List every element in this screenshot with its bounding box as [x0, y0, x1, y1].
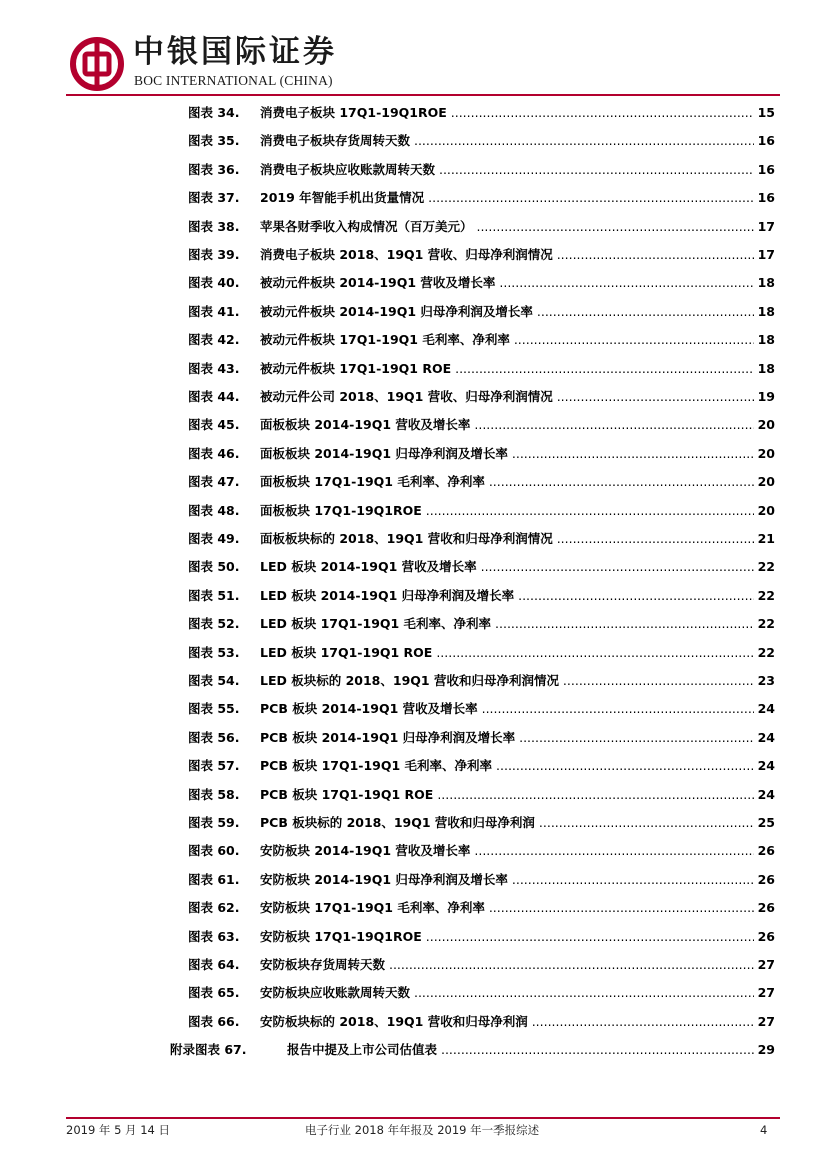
toc-entry[interactable]	[0, 216, 827, 238]
toc-entry[interactable]	[0, 613, 827, 635]
footer-divider	[66, 1117, 780, 1119]
appendix-entry[interactable]	[0, 1039, 827, 1061]
toc-entry[interactable]	[0, 386, 827, 408]
toc-entry[interactable]	[0, 130, 827, 152]
figure-title: 安防板块 2014-19Q1 归母净利润及增长率 .....	[260, 869, 754, 891]
figure-title: 被动元件板块 17Q1-19Q1 ROE .....	[260, 358, 754, 380]
toc-entry[interactable]	[0, 982, 827, 1004]
toc-entry[interactable]	[0, 727, 827, 749]
figure-page-number: 22	[756, 585, 775, 607]
figure-page-number: 26	[756, 897, 775, 919]
figure-title: LED 板块 2014-19Q1 营收及增长率 .....	[260, 556, 754, 578]
toc-entry[interactable]	[0, 869, 827, 891]
brand-name-cn: 中银国际证券	[133, 34, 337, 70]
toc-entry[interactable]	[0, 1011, 827, 1033]
figure-label: 图表 53.	[188, 644, 240, 660]
figure-title: 消费电子板块存货周转天数 .....	[260, 130, 754, 152]
figure-label: 图表 38.	[188, 218, 240, 234]
figure-label: 图表 55.	[188, 701, 240, 717]
report-date: 2019 年 5 月 14 日	[66, 1123, 170, 1137]
page-number: 4	[760, 1123, 768, 1137]
figure-page-number: 20	[756, 471, 775, 493]
figure-title: 面板板块 2014-19Q1 营收及增长率 .....	[260, 414, 754, 436]
figure-label: 图表 65.	[188, 985, 240, 1001]
figure-title: PCB 板块 17Q1-19Q1 ROE .....	[260, 784, 754, 806]
toc-entry[interactable]	[0, 528, 827, 550]
figure-page-number: 22	[756, 556, 775, 578]
figure-label: 图表 51.	[188, 587, 240, 603]
figure-label: 图表 35.	[188, 133, 240, 149]
figure-title: 消费电子板块应收账款周转天数 .....	[260, 159, 754, 181]
toc-entry[interactable]	[0, 698, 827, 720]
figure-title: 面板板块 17Q1-19Q1ROE .....	[260, 500, 754, 522]
toc-entry[interactable]	[0, 272, 827, 294]
header-divider	[66, 94, 780, 96]
figure-page-number: 16	[756, 130, 775, 152]
toc-entry[interactable]	[0, 500, 827, 522]
figure-title: 被动元件板块 2014-19Q1 营收及增长率 .....	[260, 272, 754, 294]
figure-label: 图表 45.	[188, 417, 240, 433]
figure-title: PCB 板块 2014-19Q1 营收及增长率 .....	[260, 698, 754, 720]
figure-title: 2019 年智能手机出货量情况 .....	[260, 187, 754, 209]
figure-page-number: 17	[756, 216, 775, 238]
figure-page-number: 18	[756, 329, 775, 351]
figure-page-number: 26	[756, 869, 775, 891]
figure-title: 面板板块 17Q1-19Q1 毛利率、净利率 .....	[260, 471, 754, 493]
figure-label: 图表 63.	[188, 928, 240, 944]
figure-label: 图表 46.	[188, 445, 240, 461]
toc-entry[interactable]	[0, 897, 827, 919]
figure-page-number: 24	[756, 755, 775, 777]
figure-title: 消费电子板块 17Q1-19Q1ROE .....	[260, 102, 754, 124]
toc-entry[interactable]	[0, 784, 827, 806]
figure-page-number: 18	[756, 301, 775, 323]
figure-label: 图表 57.	[188, 758, 240, 774]
figure-page-number: 16	[756, 159, 775, 181]
figure-label: 图表 58.	[188, 786, 240, 802]
page-header	[0, 0, 827, 96]
figure-label: 图表 50.	[188, 559, 240, 575]
figure-label: 图表 60.	[188, 843, 240, 859]
figure-title: 苹果各财季收入构成情况（百万美元） .....	[260, 216, 754, 238]
figure-label: 图表 36.	[188, 161, 240, 177]
figure-page-number: 24	[756, 698, 775, 720]
figure-page-number: 23	[756, 670, 775, 692]
figure-title: 安防板块存货周转天数 .....	[260, 954, 754, 976]
figure-page-number: 24	[756, 727, 775, 749]
figure-page-number: 17	[756, 244, 775, 266]
toc-entry[interactable]	[0, 159, 827, 181]
figure-label: 图表 39.	[188, 247, 240, 262]
figure-page-number: 27	[756, 982, 775, 1004]
figure-title: 报告中提及上市公司估值表 .....	[287, 1039, 754, 1061]
toc-entry[interactable]	[0, 954, 827, 976]
figure-label: 图表 41.	[188, 303, 240, 319]
toc-entry[interactable]	[0, 443, 827, 465]
figure-label: 图表 62.	[188, 900, 240, 916]
figure-title: PCB 板块 2014-19Q1 归母净利润及增长率 .....	[260, 727, 754, 749]
toc-entry[interactable]	[0, 301, 827, 323]
toc-entry[interactable]	[0, 358, 827, 380]
brand-name-en: BOC INTERNATIONAL (CHINA)	[134, 73, 333, 88]
toc-entry[interactable]	[0, 102, 827, 124]
figure-page-number: 21	[756, 528, 775, 550]
figure-title: PCB 板块标的 2018、19Q1 营收和归母净利润 .....	[260, 812, 754, 834]
figure-page-number: 29	[756, 1039, 775, 1061]
figure-page-number: 19	[756, 386, 775, 408]
toc-entry[interactable]	[0, 244, 827, 266]
toc-entry[interactable]	[0, 840, 827, 862]
figure-label: 图表 56.	[188, 729, 240, 745]
toc-entry[interactable]	[0, 329, 827, 351]
figure-page-number: 20	[756, 500, 775, 522]
figure-page-number: 24	[756, 784, 775, 806]
figure-page-number: 20	[756, 443, 775, 465]
figure-title: 面板板块标的 2018、19Q1 营收和归母净利润情况 .....	[260, 528, 754, 550]
figure-label: 图表 52.	[188, 616, 240, 632]
figure-title: LED 板块 17Q1-19Q1 ROE .....	[260, 642, 754, 664]
figure-label: 图表 40.	[188, 275, 240, 291]
figure-title: LED 板块 2014-19Q1 归母净利润及增长率 .....	[260, 585, 754, 607]
figure-title: LED 板块标的 2018、19Q1 营收和归母净利润情况 .....	[260, 670, 754, 692]
figure-label: 图表 64.	[188, 957, 240, 972]
figure-page-number: 18	[756, 358, 775, 380]
figure-label: 图表 42.	[188, 332, 240, 348]
figure-page-number: 27	[756, 1011, 775, 1033]
figure-page-number: 27	[756, 954, 775, 976]
figure-label: 图表 43.	[188, 360, 240, 376]
toc-entry[interactable]	[0, 471, 827, 493]
figure-page-number: 18	[756, 272, 775, 294]
figure-title: 安防板块应收账款周转天数 .....	[260, 982, 754, 1004]
toc-entry[interactable]	[0, 642, 827, 664]
figure-page-number: 25	[756, 812, 775, 834]
toc-entry[interactable]	[0, 414, 827, 436]
figure-page-number: 26	[756, 840, 775, 862]
toc-entry[interactable]	[0, 187, 827, 209]
figure-label: 图表 66.	[188, 1013, 240, 1029]
figure-title: 消费电子板块 2018、19Q1 营收、归母净利润情况 .....	[260, 244, 754, 266]
figure-page-number: 22	[756, 613, 775, 635]
figure-page-number: 22	[756, 642, 775, 664]
figure-label: 图表 44.	[188, 389, 240, 404]
figure-label: 图表 34.	[188, 105, 240, 120]
toc-entry[interactable]	[0, 812, 827, 834]
figure-page-number: 15	[756, 102, 775, 124]
figure-title: 安防板块 17Q1-19Q1ROE .....	[260, 926, 754, 948]
figure-label: 图表 49.	[188, 531, 240, 546]
boc-logo-icon	[70, 37, 124, 91]
figure-label: 图表 47.	[188, 474, 240, 490]
figure-label: 图表 48.	[188, 502, 240, 518]
figure-label: 图表 54.	[188, 673, 240, 688]
figure-title: 安防板块 17Q1-19Q1 毛利率、净利率 .....	[260, 897, 754, 919]
figure-page-number: 20	[756, 414, 775, 436]
figure-page-number: 16	[756, 187, 775, 209]
report-title: 电子行业 2018 年年报及 2019 年一季报综述	[305, 1123, 540, 1137]
toc-entry[interactable]	[0, 585, 827, 607]
toc-entry[interactable]	[0, 670, 827, 692]
figure-title: 面板板块 2014-19Q1 归母净利润及增长率 .....	[260, 443, 754, 465]
figure-title: 被动元件板块 2014-19Q1 归母净利润及增长率 .....	[260, 301, 754, 323]
toc-entry[interactable]	[0, 556, 827, 578]
figure-title: LED 板块 17Q1-19Q1 毛利率、净利率 .....	[260, 613, 754, 635]
figure-label: 附录图表 67.	[170, 1042, 247, 1058]
figure-title: 安防板块 2014-19Q1 营收及增长率 .....	[260, 840, 754, 862]
figure-title: PCB 板块 17Q1-19Q1 毛利率、净利率 .....	[260, 755, 754, 777]
toc-entry[interactable]	[0, 755, 827, 777]
figure-label: 图表 37.	[188, 190, 240, 206]
figure-label: 图表 59.	[188, 815, 240, 830]
figure-title: 安防板块标的 2018、19Q1 营收和归母净利润 .....	[260, 1011, 754, 1033]
figure-title: 被动元件板块 17Q1-19Q1 毛利率、净利率 .....	[260, 329, 754, 351]
toc-entry[interactable]	[0, 926, 827, 948]
figure-title: 被动元件公司 2018、19Q1 营收、归母净利润情况 .....	[260, 386, 754, 408]
figure-page-number: 26	[756, 926, 775, 948]
figure-label: 图表 61.	[188, 871, 240, 887]
